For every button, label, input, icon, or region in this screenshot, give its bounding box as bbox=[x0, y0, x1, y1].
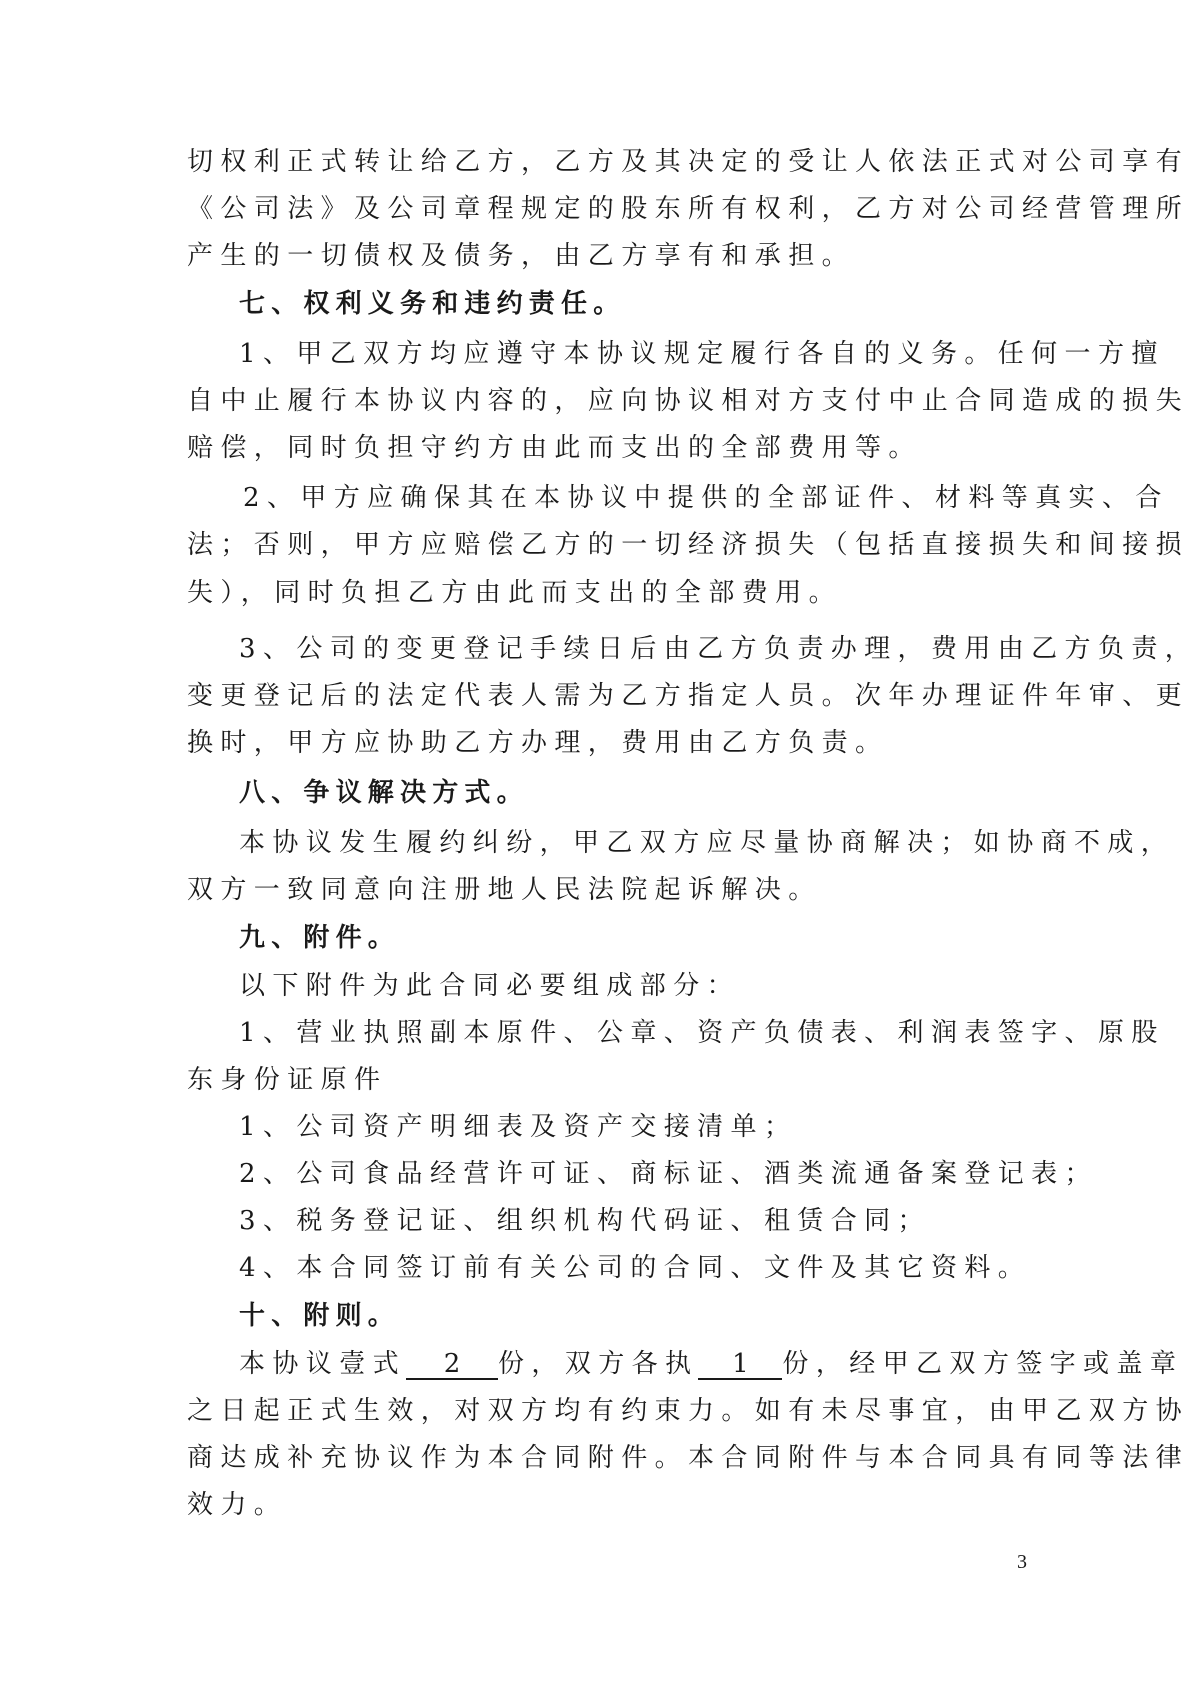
paragraph-line: 之日起正式生效，对双方均有约束力。如有未尽事宜，由甲乙双方协 bbox=[187, 1396, 1190, 1426]
paragraph-line: 失），同时负担乙方由此而支出的全部费用。 bbox=[187, 578, 843, 608]
paragraph-text: 份，双方各执 bbox=[498, 1349, 699, 1379]
list-item: 1、营业执照副本原件、公章、资产负债表、利润表签字、原股 bbox=[239, 1018, 1165, 1048]
list-item-continuation: 东身份证原件 bbox=[187, 1065, 388, 1095]
section-heading-10: 十、附则。 bbox=[239, 1301, 401, 1331]
copies-total-blank: 2 bbox=[406, 1350, 498, 1380]
paragraph-line: 变更登记后的法定代表人需为乙方指定人员。次年办理证件年审、更 bbox=[187, 681, 1190, 711]
paragraph-line: 自中止履行本协议内容的，应向协议相对方支付中止合同造成的损失 bbox=[187, 386, 1190, 416]
paragraph-line: 切权利正式转让给乙方，乙方及其决定的受让人依法正式对公司享有 bbox=[187, 147, 1190, 177]
paragraph-text: 份，经甲乙双方签字或盖章 bbox=[782, 1349, 1184, 1379]
list-item: 2、公司食品经营许可证、商标证、酒类流通备案登记表； bbox=[239, 1159, 1098, 1189]
page-number: 3 bbox=[1017, 1551, 1027, 1573]
section-heading-9: 九、附件。 bbox=[239, 923, 401, 953]
list-item: 4、本合同签订前有关公司的合同、文件及其它资料。 bbox=[239, 1253, 1032, 1283]
paragraph-line: 商达成补充协议作为本合同附件。本合同附件与本合同具有同等法律 bbox=[187, 1443, 1190, 1473]
list-item: 1、公司资产明细表及资产交接清单； bbox=[239, 1112, 798, 1142]
paragraph-line: 1、甲乙双方均应遵守本协议规定履行各自的义务。任何一方擅 bbox=[239, 339, 1165, 369]
paragraph-line bbox=[239, 1347, 1183, 1381]
paragraph-line: 赔偿，同时负担守约方由此而支出的全部费用等。 bbox=[187, 433, 922, 463]
paragraph-line: 3、公司的变更登记手续日后由乙方负责办理，费用由乙方负责， bbox=[239, 634, 1199, 664]
paragraph-line: 《公司法》及公司章程规定的股东所有权利，乙方对公司经营管理所 bbox=[187, 194, 1190, 224]
section-heading-8: 八、争议解决方式。 bbox=[239, 778, 529, 808]
paragraph-line: 换时，甲方应协助乙方办理，费用由乙方负责。 bbox=[187, 728, 889, 758]
list-item: 3、税务登记证、组织机构代码证、租赁合同； bbox=[239, 1206, 931, 1236]
paragraph-line: 双方一致同意向注册地人民法院起诉解决。 bbox=[187, 875, 822, 905]
paragraph-line: 产生的一切债权及债务，由乙方享有和承担。 bbox=[187, 241, 856, 271]
paragraph-line: 效力。 bbox=[187, 1490, 288, 1520]
paragraph-text: 本协议壹式 bbox=[239, 1349, 407, 1379]
paragraph-line: 法；否则，甲方应赔偿乙方的一切经济损失（包括直接损失和间接损 bbox=[187, 530, 1190, 560]
section-heading-7: 七、权利义务和违约责任。 bbox=[239, 289, 626, 319]
copies-each-blank: 1 bbox=[698, 1350, 782, 1380]
paragraph-line: 本协议发生履约纠纷，甲乙双方应尽量协商解决；如协商不成， bbox=[239, 828, 1175, 858]
paragraph-line: 2、甲方应确保其在本协议中提供的全部证件、材料等真实、合 bbox=[243, 483, 1169, 513]
paragraph-line: 以下附件为此合同必要组成部分： bbox=[239, 971, 741, 1001]
